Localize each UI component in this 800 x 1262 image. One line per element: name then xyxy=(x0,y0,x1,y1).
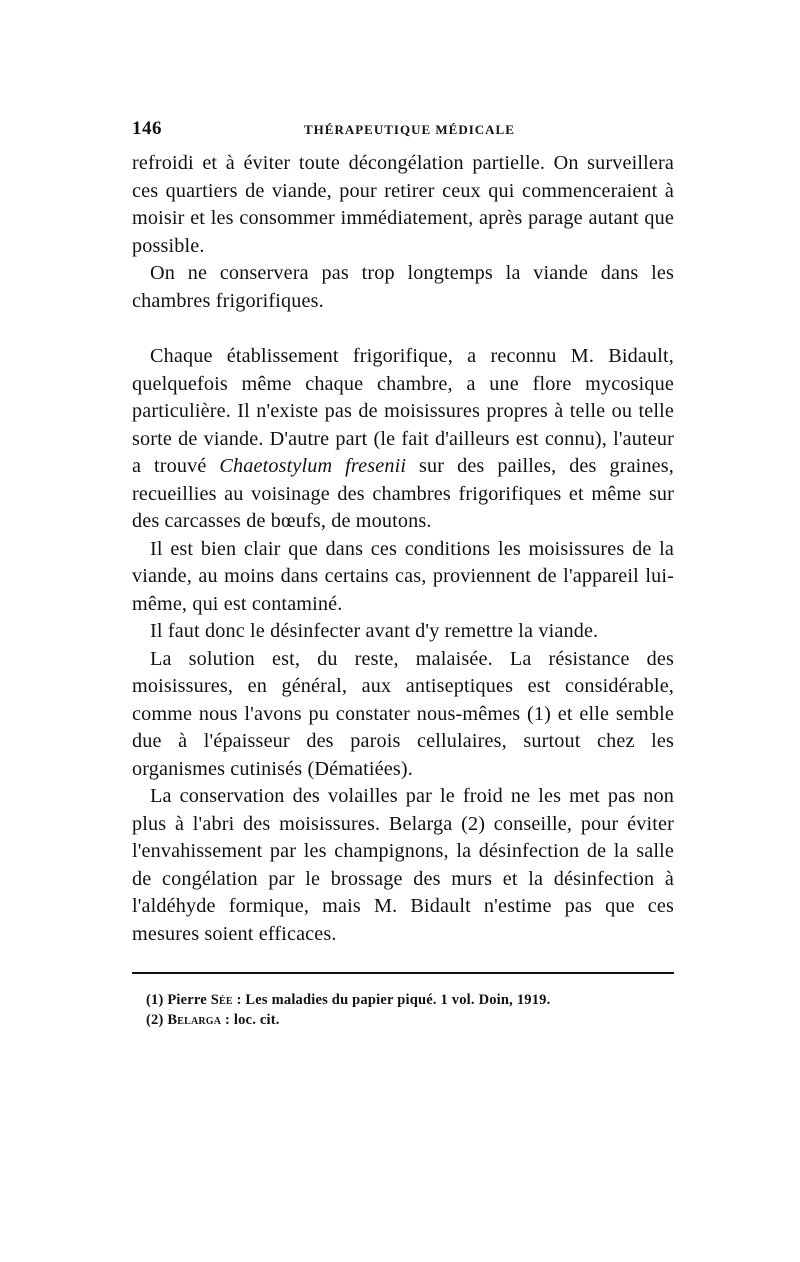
footnote-2 xyxy=(146,1010,674,1030)
footnote-1-marker: (1) Pierre xyxy=(146,992,211,1008)
footnote-2-author: Belarga xyxy=(167,1012,222,1028)
paragraph-5: Il faut donc le désinfecter avant d'y remettre la viande. xyxy=(150,620,599,642)
paragraph-2: On ne conservera pas trop longtemps la viande dans les chambres frigorifiques. xyxy=(132,262,674,312)
paragraph-7: La conservation des volailles par le froid ne les met pas non plus à l'abri des moisissures. Belarga (2) conseille, pour éviter l'envahissement par les champignons, la désinfection de la salle de congélation par le brossage des murs et la désinfection à l'aldéhyde formique, mais M. Bidault n'estime pas que ces mesures soient efficaces. xyxy=(132,785,674,945)
paragraph-1: refroidi et à éviter toute décongélation partielle. On surveillera ces quartiers de viande, pour retirer ceux qui commenceraient à moisir et les consommer immédiatement, après parage autant que possible. xyxy=(132,152,674,257)
paragraph-4: Il est bien clair que dans ces conditions les moisissures de la viande, au moins dans certains cas, proviennent de l'appareil lui-même, qui est contaminé. xyxy=(132,537,674,615)
paragraph-3-text-a: Chaque établissement frigorifique, a reconnu M. Bidault, quelquefois même chaque chambre, a une flore mycosique particulière. Il n'existe pas de moisissures propres à telle ou telle sorte de viande. D'autre part (le fait d'ailleurs est connu), l'auteur a trouvé xyxy=(132,345,674,477)
footnote-2-text: : loc. cit. xyxy=(221,1012,280,1028)
footnote-1 xyxy=(146,990,674,1010)
footnote-divider xyxy=(132,972,674,974)
footnote-1-text: : Les maladies du papier piqué. 1 vol. Doin, 1919. xyxy=(232,992,551,1008)
paragraph-3-text-b: sur des pailles, des graines, recueillies au voisinage des chambres frigorifiques et même sur des carcasses de bœufs, de moutons. xyxy=(132,455,674,532)
paragraph-3 xyxy=(132,343,674,536)
page-number: 146 xyxy=(132,118,162,139)
book-page xyxy=(132,118,674,1030)
running-title: THÉRAPEUTIQUE MÉDICALE xyxy=(304,122,515,137)
species-name: Chaetostylum fresenii xyxy=(219,455,407,477)
footnote-2-marker: (2) xyxy=(146,1012,168,1028)
paragraph-6: La solution est, du reste, malaisée. La résistance des moisissures, en général, aux antiseptiques est considérable, comme nous l'avons pu constater nous-mêmes (1) et elle semble due à l'épaisseur des parois cellulaires, surtout chez les organismes cutinisés (Dématiées). xyxy=(132,647,674,780)
main-text xyxy=(132,150,674,948)
footnotes xyxy=(132,990,674,1030)
footnote-1-author: Sée xyxy=(210,992,233,1008)
page-header xyxy=(132,118,674,150)
